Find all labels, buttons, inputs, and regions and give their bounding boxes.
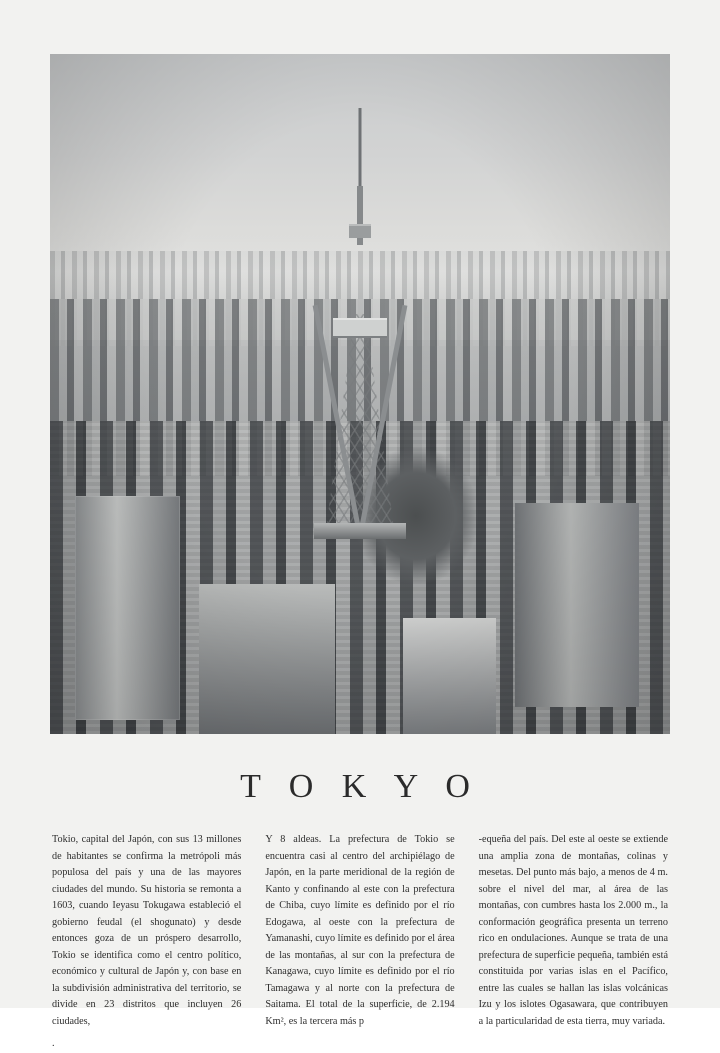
paragraph-1-trailing: . (52, 1038, 55, 1050)
page-title: T O K Y O (240, 768, 480, 805)
paragraph-1: Tokio, capital del Japón, con sus 13 millones de habitantes se confirma la metrópoli más populosa del país y una de las mayores ciudades del mundo. Su historia se remonta a 1603, cuando Ieyasu Tokugawa estableció el gobierno feudal (el shogunato) y desde entonces goza de un próspero desarrollo, Tokio se identifica como el centro político, económico y cultural de Japón y, con base en la subdivisión administrativa del territorio, se divide en 23 distritos que incluyen 26 ciudades, (52, 834, 242, 1027)
article-columns (50, 832, 670, 1053)
tokyo-skyline-photo (50, 54, 670, 734)
photo-vignette (50, 54, 670, 734)
paragraph-2: Y 8 aldeas. La prefectura de Tokio se encuentra casi al centro del archipiélago de Japón, en la parte meridional de la región de Kanto y confinando al este con la prefectura de Chiba, cuyo límite es definido por el río Edogawa, al oeste con la prefectura de Yamanashi, cuyo límite es definido por el área de las montañas, al sur con la prefectura de Kanagawa, cuyo límite es definido por el río Tamagawa y al norte con la prefectura de Saitama. El total de la superficie, de 2.194 Km², es la tercera más p (265, 834, 455, 1027)
text-column-2 (265, 832, 454, 1053)
paragraph-3: -equeña del país. Del este al oeste se extiende una amplia zona de montañas, colinas y mesetas. Del punto más bajo, a menos de 4 m. sobre el nivel del mar, al área de las montañas, con cumbres hasta los 2.000 m., la conformación geográfica presenta un terreno rico en ondulaciones. Aunque se trata de una prefectura de superficie pequeña, también está constituida por varias islas en el Pacífico, entre las cuales se hallan las islas volcánicas Izu y los islotes Ogasawara, que contribuyen a la particularidad de esta tierra, muy variada. (478, 834, 668, 1027)
text-column-1 (52, 832, 241, 1053)
text-column-3 (479, 832, 668, 1053)
